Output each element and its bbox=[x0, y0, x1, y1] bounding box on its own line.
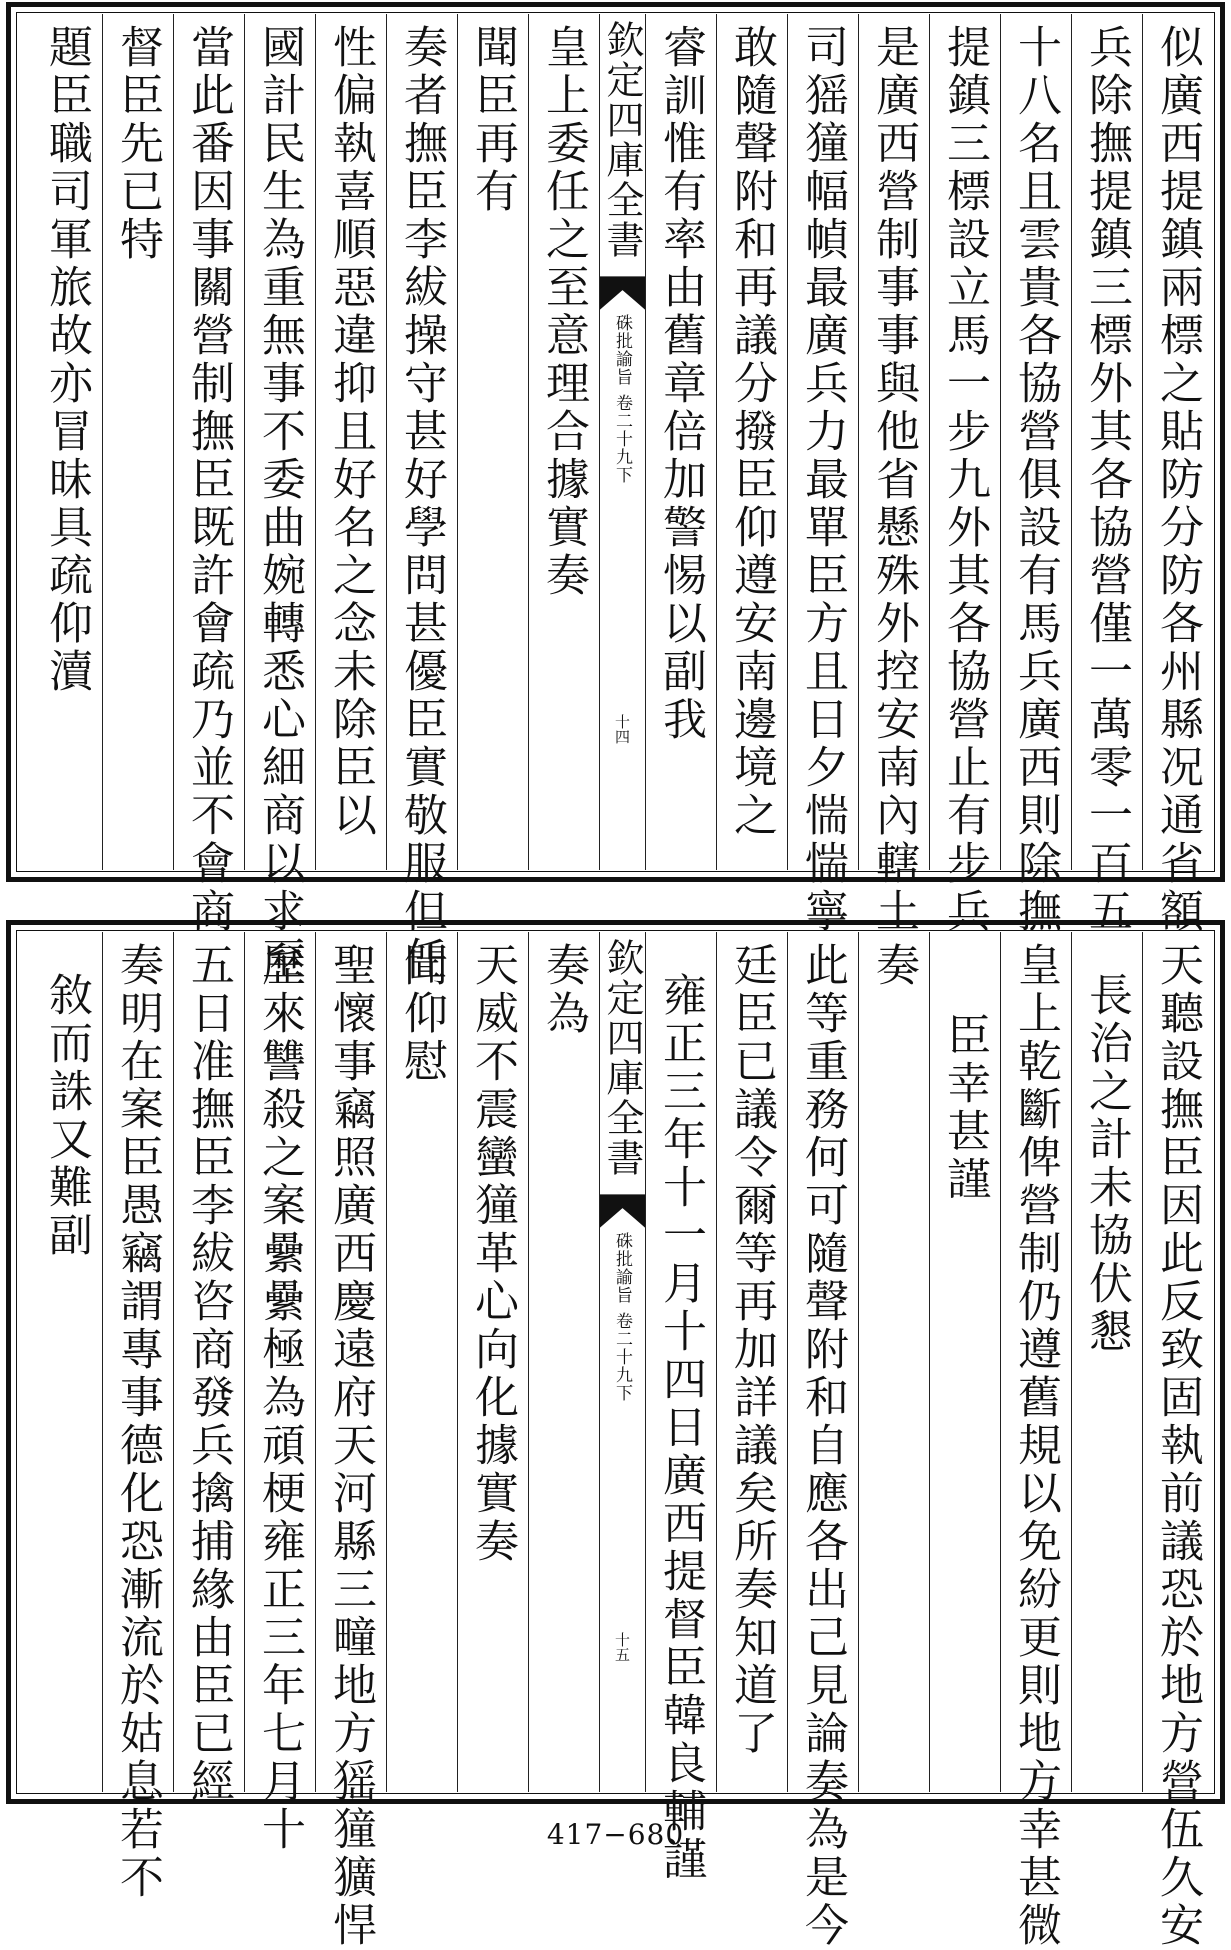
spine-subtitle: 硃批諭旨 bbox=[612, 314, 632, 386]
text-column: 奏為 bbox=[528, 932, 599, 1792]
spine-page-number: 十五 bbox=[613, 1632, 631, 1662]
center-spine bbox=[599, 932, 645, 1792]
text-column: 聞臣再有 bbox=[457, 14, 528, 870]
text-column: 司猺獞幅幀最廣兵力最單臣方且日夕惴惴寧 bbox=[787, 14, 858, 870]
fishtail-ornament-icon bbox=[600, 276, 645, 310]
text-column: 國計民生為重無事不委曲婉轉悉心細商以求至 bbox=[244, 14, 315, 870]
text-column: 歷來讐殺之案纍纍極為頑梗雍正三年七月十 bbox=[244, 932, 315, 1792]
text-column: 似廣西提鎮兩標之貼防分防各州縣况通省額 bbox=[1142, 14, 1213, 870]
text-column: 兵除撫提鎮三標外其各協營僅一萬零一百五 bbox=[1071, 14, 1142, 870]
text-column: 聞仰慰 bbox=[386, 932, 457, 1792]
spine-title: 欽定四庫全書 bbox=[600, 20, 644, 260]
text-column: 奏 bbox=[858, 932, 929, 1792]
spine-subtitle: 硃批諭旨 bbox=[612, 1232, 632, 1304]
text-column: 睿訓惟有率由舊章倍加警惕以副我 bbox=[645, 14, 716, 870]
spine-volume: 卷二十九下 bbox=[612, 394, 632, 484]
spine-volume: 卷二十九下 bbox=[612, 1312, 632, 1402]
text-column: 皇上乾斷俾營制仍遵舊規以免紛更則地方幸甚微 bbox=[1000, 932, 1071, 1792]
text-column: 臣幸甚謹 bbox=[929, 932, 1000, 1792]
text-column: 督臣先已特 bbox=[102, 14, 173, 870]
spine-title: 欽定四庫全書 bbox=[600, 938, 644, 1178]
text-column: 雍正三年十一月十四日廣西提督臣韓良輔謹 bbox=[645, 932, 716, 1792]
text-column: 敢隨聲附和再議分撥臣仰遵安南邊境之 bbox=[716, 14, 787, 870]
text-column: 題臣職司軍旅故亦冒昧具疏仰瀆 bbox=[41, 24, 92, 696]
text-column: 奏明在案臣愚竊謂專事德化恐漸流於姑息若不 bbox=[102, 932, 173, 1792]
text-column: 廷臣已議令爾等再加詳議矣所奏知道了 bbox=[716, 932, 787, 1792]
text-columns bbox=[18, 14, 1213, 984]
text-column: 奏者撫臣李紱操守甚好學問甚優臣實敬服但任 bbox=[386, 14, 457, 870]
text-column: 性偏執喜順惡違抑且好名之念未除臣以 bbox=[315, 14, 386, 870]
text-column: 十八名且雲貴各協營俱設有馬兵廣西則除撫 bbox=[1000, 14, 1071, 870]
text-column: 天威不震蠻獞革心向化據實奏 bbox=[457, 932, 528, 1792]
page-footer-number: 417−680 bbox=[546, 1818, 685, 1851]
text-column: 敘而誅又難副 bbox=[41, 972, 92, 1260]
fishtail-ornament-icon bbox=[600, 1194, 645, 1228]
text-column: 此等重務何可隨聲附和自應各出己見論奏為是今 bbox=[787, 932, 858, 1792]
text-column: 聖懷事竊照廣西慶遠府天河縣三疃地方猺獞獷悍 bbox=[315, 932, 386, 1792]
text-column: 提鎮三標設立馬一步九外其各協營止有步兵 bbox=[929, 14, 1000, 870]
text-column: 天聽設撫臣因此反致固執前議恐於地方營伍久安 bbox=[1142, 932, 1213, 1792]
text-column: 長治之計未協伏懇 bbox=[1071, 932, 1142, 1792]
text-column: 皇上委任之至意理合據實奏 bbox=[528, 14, 599, 870]
text-column: 是廣西營制事事與他省懸殊外控安南內轄土 bbox=[858, 14, 929, 870]
text-column: 當此番因事關營制撫臣既許會疏乃並不會商 bbox=[173, 14, 244, 870]
center-spine bbox=[599, 14, 645, 870]
text-column: 五日准撫臣李紱咨商發兵擒捕緣由臣已經 bbox=[173, 932, 244, 1792]
spine-page-number: 十四 bbox=[613, 714, 631, 744]
